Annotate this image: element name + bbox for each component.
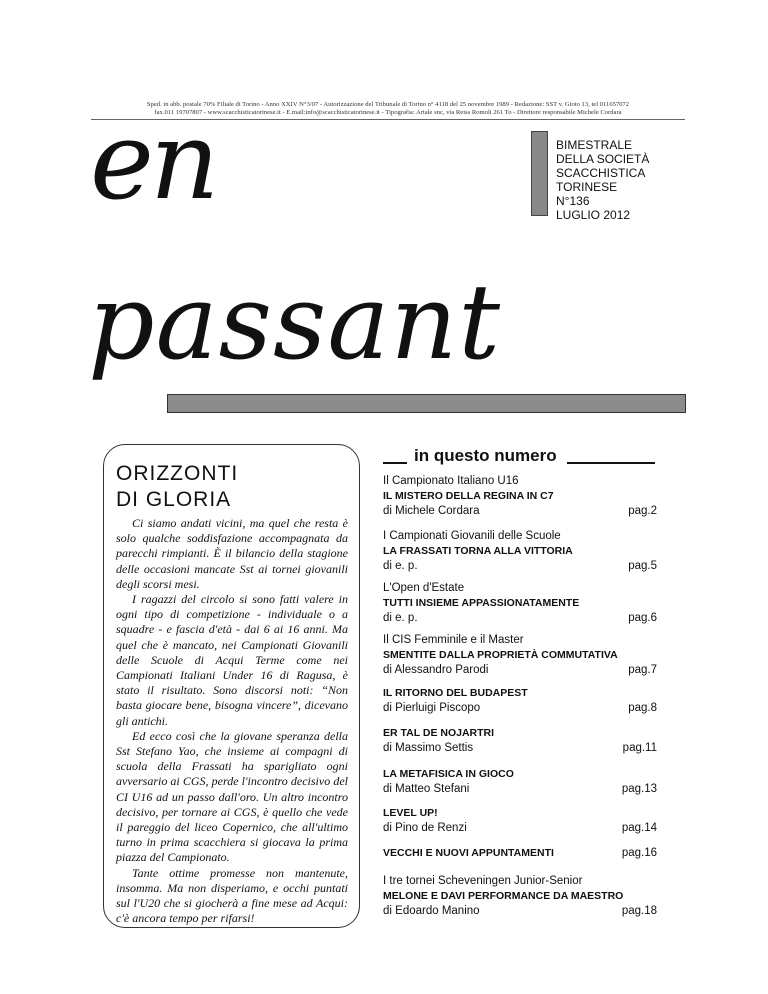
toc-entry-author: di Pierluigi Piscopo <box>383 702 481 714</box>
toc-entry-page: pag.18 <box>621 905 657 917</box>
toc-entry[interactable] <box>383 874 657 919</box>
masthead-accent-bar <box>531 131 548 216</box>
toc-entry-author: di e. p. <box>383 560 418 572</box>
issue-number: N°136 <box>556 194 590 208</box>
editorial-paragraph: Ci siamo andati vicini, ma quel che resta è solo qualche soddisfazione accompagnata da parecchi rimpianti. È il bilancio della stagione delle occasioni mancate Sst ai tornei giovanili degli scorsi mesi. <box>116 516 348 591</box>
editorial-text <box>116 516 348 926</box>
masthead-info-line: TORINESE <box>556 180 618 194</box>
toc-entry-title: LA FRASSATI TORNA ALLA VITTORIA <box>383 545 573 557</box>
editorial-title <box>116 461 238 513</box>
toc-entry-author: di Michele Cordara <box>383 505 480 517</box>
masthead-info <box>556 138 649 222</box>
toc-entry-page: pag.11 <box>622 742 657 754</box>
toc-entry-title: MELONE E DAVI PERFORMANCE DA MAESTRO <box>383 890 624 902</box>
issue-date: LUGLIO 2012 <box>556 208 631 222</box>
toc-entry-page: pag.8 <box>628 702 657 714</box>
toc-heading-rule-left <box>383 462 407 464</box>
toc-entry-kicker: L'Open d'Estate <box>383 582 465 594</box>
toc-entry-title: IL MISTERO DELLA REGINA IN C7 <box>383 490 554 502</box>
toc-entry-title: ER TAL DE NOJARTRI <box>383 727 495 739</box>
editorial-title-line: ORIZZONTI <box>116 462 239 485</box>
toc-entry[interactable] <box>383 581 657 626</box>
toc-heading-rule-right <box>567 462 655 464</box>
toc-entry-page: pag.16 <box>621 847 657 859</box>
toc-entry-author: di Edoardo Manino <box>383 905 480 917</box>
toc-entry-title: SMENTITE DALLA PROPRIETÀ COMMUTATIVA <box>383 649 618 661</box>
toc-entry-author: di e. p. <box>383 612 418 624</box>
header-line-2: fax.011 19707807 - www.scacchisticatorinese.it - E.mail:info@scacchisticatorinese.it - Tipografia: Artale snc, via Reiss Romoli 261 To - Direttore responsabile Michele Cordara <box>154 109 622 116</box>
editorial-title-line: DI GLORIA <box>116 488 232 511</box>
toc-entry[interactable] <box>383 846 657 861</box>
toc-entry-title: IL RITORNO DEL BUDAPEST <box>383 687 528 699</box>
masthead-info-line: BIMESTRALE <box>556 138 633 152</box>
toc-heading-text: in questo numero <box>414 446 557 465</box>
toc-entry-kicker: I Campionati Giovanili delle Scuole <box>383 530 561 542</box>
toc-entry[interactable] <box>383 686 657 716</box>
toc-entry-page: pag.6 <box>628 612 657 624</box>
toc-entry-page: pag.13 <box>621 783 657 795</box>
toc-entry-author: di Alessandro Parodi <box>383 664 489 676</box>
toc-entry[interactable] <box>383 474 657 519</box>
editorial-paragraph: I ragazzi del circolo si sono fatti valere in ogni tipo di competizione - individuale o a squadre - e fascia d'età - dai 6 ai 16 anni. Ma quel che è mancato, nei Campionati Giovanili delle Scuole di Acqui Terme come nei Campionati Italiani Under 16 di Ragusa, è stato il risultato. Sono discorsi noti: “Non basta giocare bene, bisogna vincere”, dicevano gli antichi. <box>116 592 348 728</box>
toc-entry[interactable] <box>383 726 657 756</box>
masthead-word-en: en <box>90 99 216 224</box>
toc-entry[interactable] <box>383 806 657 836</box>
toc-heading <box>383 446 655 466</box>
toc-entry-author: di Matteo Stefani <box>383 783 470 795</box>
toc-entry-page: pag.7 <box>628 664 657 676</box>
toc-entry-title: VECCHI E NUOVI APPUNTAMENTI <box>383 847 554 859</box>
toc-entry-kicker: Il Campionato Italiano U16 <box>383 475 519 487</box>
toc-entry-title: LEVEL UP! <box>383 807 438 819</box>
toc-entry-author: di Pino de Renzi <box>383 822 467 834</box>
masthead-info-line: DELLA SOCIETÀ <box>556 152 650 166</box>
toc-entry-kicker: I tre tornei Scheveningen Junior-Senior <box>383 875 583 887</box>
masthead-word-passant: passant <box>88 261 502 383</box>
toc-entry-page: pag.14 <box>621 822 657 834</box>
toc-entry-author: di Massimo Settis <box>383 742 474 754</box>
toc-entry-title: TUTTI INSIEME APPASSIONATAMENTE <box>383 597 580 609</box>
toc-entry-kicker: Il CIS Femminile e il Master <box>383 634 524 646</box>
toc-entry[interactable] <box>383 767 657 797</box>
editorial-paragraph: Tante ottime promesse non mantenute, insomma. Ma non disperiamo, e occhi puntati sul l'U20 che si giocherà a fine mese ad Acqui: c'è ancora tempo per rifarsi! <box>116 865 348 926</box>
toc-entry-page: pag.2 <box>628 505 657 517</box>
toc-entry[interactable] <box>383 529 657 574</box>
masthead-info-line: SCACCHISTICA <box>556 166 646 180</box>
editorial-paragraph: Ed ecco così che la giovane speranza della Sst Stefano Yao, che insieme ai compagni di scuola della Frassati ha sparigliato ogni avversario ai CGS, perde l'incontro decisivo del CI U16 ad un passo dall'oro. Un altro incontro decisivo, per tornare ai CGS, è quello che vede il pareggio del liceo Copernico, che all'ultimo turno in prima scacchiera si giocava la prima piazza del Campionato. <box>116 728 348 865</box>
toc-entry-title: LA METAFISICA IN GIOCO <box>383 768 514 780</box>
header-line-1: Sped. in abb. postale 70% Filiale di Torino - Anno XXIV N°3/07 - Autorizzazione del Tribunale di Torino n° 4118 del 25 novembre 1989 - Redazione: SST v. Gioto 13, tel 011657072 <box>146 101 630 108</box>
masthead-divider-bar <box>167 394 686 413</box>
toc-entry[interactable] <box>383 633 657 678</box>
toc-entry-page: pag.5 <box>628 560 657 572</box>
